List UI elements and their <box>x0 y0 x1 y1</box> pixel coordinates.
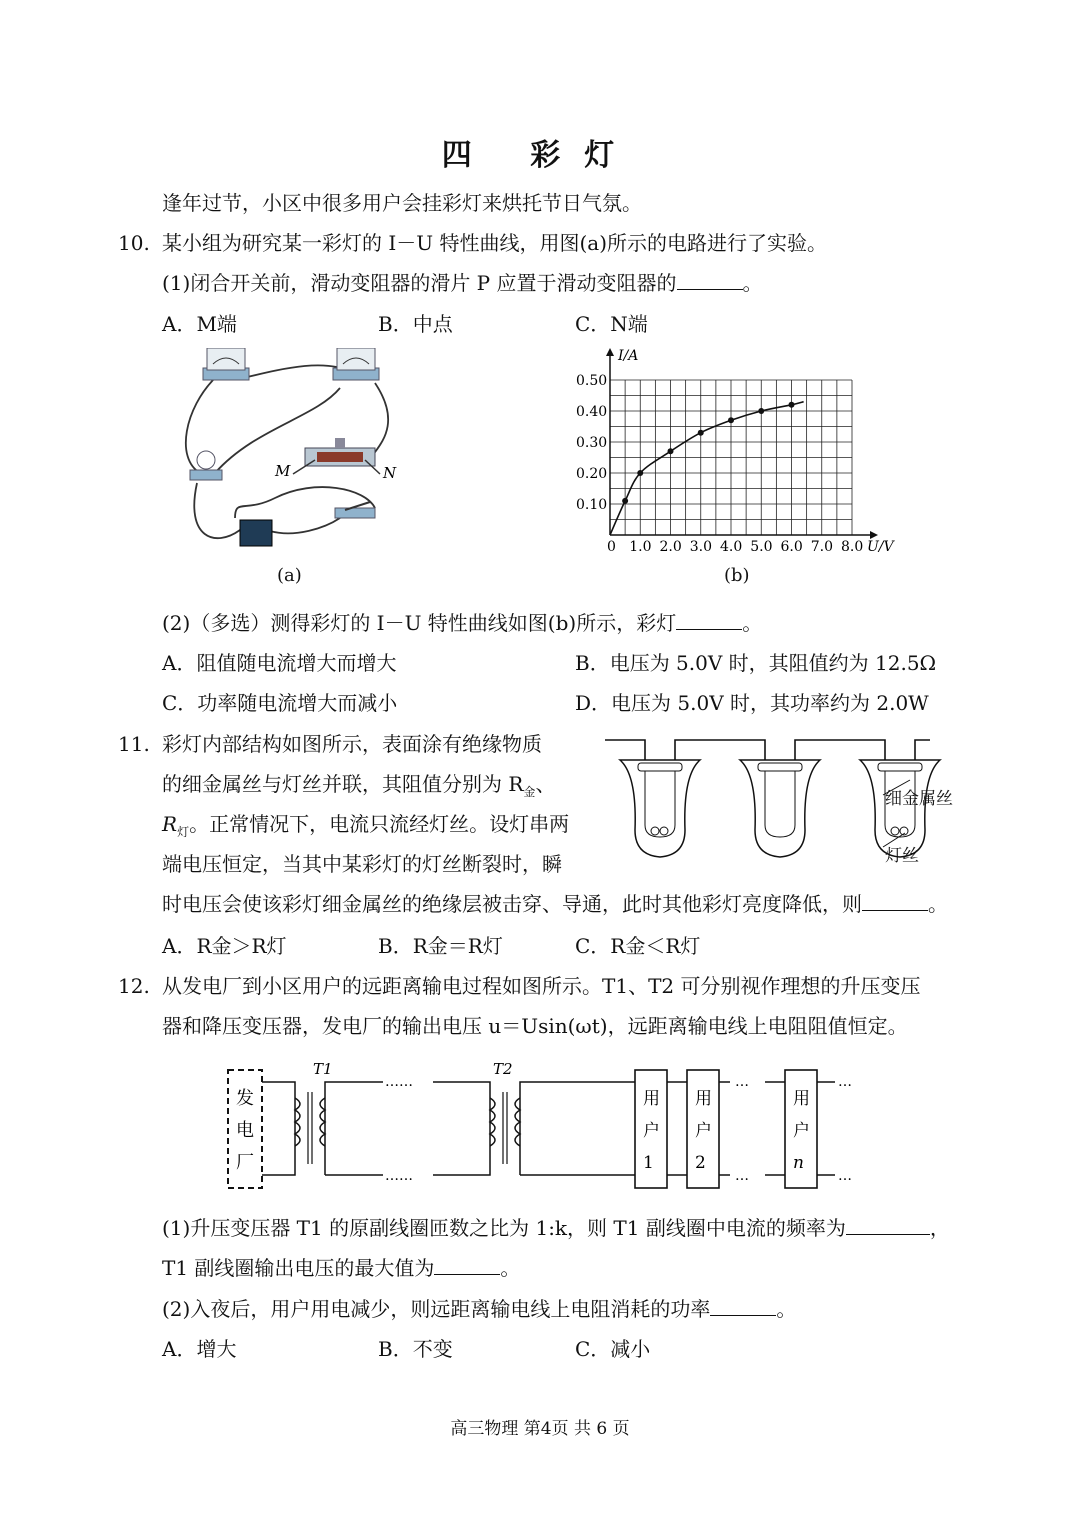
y-tick-label: 0.40 <box>576 404 608 420</box>
q11-number: 11. <box>118 732 150 756</box>
dots-end-top: … <box>838 1074 852 1090</box>
q12-number: 12. <box>118 974 150 998</box>
y-axis-arrow <box>606 348 614 356</box>
label-filament: 灯丝 <box>885 846 919 866</box>
q12-part1b-end: 。 <box>500 1256 521 1280</box>
ammeter-icon <box>207 348 245 370</box>
x-tick-label: 7.0 <box>810 539 834 555</box>
rheostat-slider <box>335 438 345 448</box>
q11-line3-text: 。正常情况下，电流只流经灯丝。设灯串两 <box>189 812 570 836</box>
q10-part2-end: 。 <box>742 611 763 635</box>
q10-p1-option-c: C．N端 <box>575 312 648 336</box>
q11-end: 。 <box>928 892 948 916</box>
user-n-label: 用户 n <box>793 1089 810 1173</box>
q12-part2-text: (2)入夜后，用户用电减少，则远距离输电线上电阻消耗的功率 <box>162 1297 711 1321</box>
q11-line2-text: 的细金属丝与灯丝并联，其阻值分别为 R <box>162 772 524 796</box>
t1-label: T1 <box>313 1060 333 1078</box>
ellipsis-top: …… <box>385 1074 413 1090</box>
q10-number: 10. <box>118 231 150 255</box>
q10-p2-option-a: A．阻值随电流增大而增大 <box>162 651 397 675</box>
label-m: M <box>275 462 291 480</box>
q10-part2-text: (2)（多选）测得彩灯的 I－U 特性曲线如图(b)所示，彩灯 <box>162 611 677 635</box>
lamp <box>740 760 820 857</box>
iu-chart <box>570 342 910 560</box>
bulb-base <box>190 470 222 480</box>
q10-part2 <box>162 610 762 636</box>
q10-p1-option-a: A．M端 <box>162 312 237 336</box>
q11-line2 <box>162 771 555 805</box>
lamp <box>620 760 700 857</box>
data-point <box>698 430 704 436</box>
answer-blank[interactable] <box>676 611 742 630</box>
voltmeter-icon <box>337 348 375 370</box>
data-point <box>789 402 795 408</box>
q12-part1-end: ， <box>929 1216 950 1240</box>
x-tick-label: 5.0 <box>750 539 773 555</box>
x-tick-label: 8.0 <box>841 539 864 555</box>
q11-option-c: C．R金＜R灯 <box>575 934 701 958</box>
q10-part1-end: 。 <box>742 271 763 295</box>
section-title: 四 彩灯 <box>441 138 639 173</box>
y-axis-label: I/A <box>618 348 639 364</box>
data-point <box>668 448 674 454</box>
q12-part1-text: (1)升压变压器 T1 的原副线圈匝数之比为 1:k，则 T1 副线圈中电流的频率为 <box>162 1216 846 1240</box>
q12-part2 <box>162 1296 796 1322</box>
dots-bottom: … <box>735 1168 749 1184</box>
q10-p2-option-c: C．功率随电流增大而减小 <box>162 691 398 715</box>
page-footer: 高三物理 第4页 共 6 页 <box>450 1419 630 1439</box>
user-2-label: 用户 2 <box>695 1089 712 1173</box>
q12-option-a: A．增大 <box>162 1337 237 1361</box>
subscript-jin: 金 <box>523 785 536 799</box>
data-point <box>758 408 764 414</box>
x-tick-label: 6.0 <box>780 539 803 555</box>
q12-line1: 从发电厂到小区用户的远距离输电过程如图所示。T1、T2 可分别视作理想的升压变压 <box>162 974 921 998</box>
answer-blank[interactable] <box>677 271 743 290</box>
intro-text: 逢年过节，小区中很多用户会挂彩灯来烘托节日气氛。 <box>162 191 642 215</box>
q11-line5 <box>162 891 948 917</box>
user-1-label: 用户 1 <box>643 1089 660 1173</box>
answer-blank[interactable] <box>862 892 928 911</box>
q12-part1b <box>162 1255 520 1281</box>
ellipsis-bottom: …… <box>385 1168 413 1184</box>
power-plant-label: 发电厂 <box>236 1088 254 1173</box>
q10-p2-option-d: D．电压为 5.0V 时，其功率约为 2.0W <box>575 691 929 715</box>
q11-line4: 端电压恒定，当其中某彩灯的灯丝断裂时，瞬 <box>162 852 562 876</box>
fig-a-caption: (a) <box>277 565 302 586</box>
q12-option-b: B．不变 <box>378 1337 453 1361</box>
transmission-figure <box>225 1060 865 1195</box>
q10-part1 <box>162 270 763 296</box>
q11-option-a: A．R金＞R灯 <box>162 934 287 958</box>
q11-line5-text: 时电压会使该彩灯细金属丝的绝缘层被击穿、导通，此时其他彩灯亮度降低，则 <box>162 892 862 916</box>
y-tick-label: 0.10 <box>576 497 608 513</box>
q11-line2-tail: 、 <box>535 772 556 796</box>
q12-part1b-text: T1 副线圈输出电压的最大值为 <box>162 1256 435 1280</box>
x-tick-label: 3.0 <box>689 539 713 555</box>
subscript-deng: 灯 <box>177 825 190 839</box>
x-tick-label: 0 <box>607 539 616 555</box>
q11-option-b: B．R金＝R灯 <box>378 934 503 958</box>
dots-top: … <box>735 1074 749 1090</box>
data-point <box>728 417 734 423</box>
q10-p2-option-b: B．电压为 5.0V 时，其阻值约为 12.5Ω <box>575 651 937 675</box>
switch-icon <box>335 508 375 518</box>
label-n: N <box>383 464 397 482</box>
q11-line1: 彩灯内部结构如图所示，表面涂有绝缘物质 <box>162 732 542 756</box>
dots-end-bottom: … <box>838 1168 852 1184</box>
circuit-figure-a <box>175 348 405 588</box>
bulb-icon <box>197 451 215 469</box>
answer-blank[interactable] <box>710 1297 776 1316</box>
q10-p1-option-b: B．中点 <box>378 312 453 336</box>
label-thin-wire: 细金属丝 <box>885 789 953 809</box>
answer-blank[interactable] <box>846 1216 930 1235</box>
wire <box>270 518 340 533</box>
y-tick-label: 0.50 <box>576 373 608 389</box>
wire <box>194 483 240 538</box>
x-tick-label: 4.0 <box>720 539 743 555</box>
x-tick-label: 1.0 <box>629 539 652 555</box>
fig-b-caption: (b) <box>724 565 750 586</box>
x-axis-label: U/V <box>867 539 894 555</box>
x-axis-arrow <box>870 531 878 539</box>
q11-line3-r: R <box>162 812 178 836</box>
y-tick-label: 0.30 <box>576 435 608 451</box>
data-point <box>622 498 628 504</box>
t2-label: T2 <box>493 1060 513 1078</box>
q12-line2: 器和降压变压器，发电厂的输出电压 u＝Usin(ωt)，远距离输电线上电阻阻值恒定。 <box>162 1014 908 1038</box>
q10-part1-text: (1)闭合开关前，滑动变阻器的滑片 P 应置于滑动变阻器的 <box>162 271 677 295</box>
answer-blank[interactable] <box>434 1256 500 1275</box>
q11-line3 <box>162 811 569 845</box>
q12-part2-end: 。 <box>776 1297 797 1321</box>
x-tick-label: 2.0 <box>659 539 682 555</box>
data-point <box>637 470 643 476</box>
battery-icon <box>240 520 272 546</box>
q10-stem: 某小组为研究某一彩灯的 I－U 特性曲线，用图(a)所示的电路进行了实验。 <box>162 231 827 255</box>
iu-curve <box>610 402 804 535</box>
q12-option-c: C．减小 <box>575 1337 651 1361</box>
q12-part1 <box>162 1215 950 1241</box>
y-tick-label: 0.20 <box>576 466 608 482</box>
lamp-wire <box>605 740 930 760</box>
rheostat-coil <box>317 452 363 462</box>
